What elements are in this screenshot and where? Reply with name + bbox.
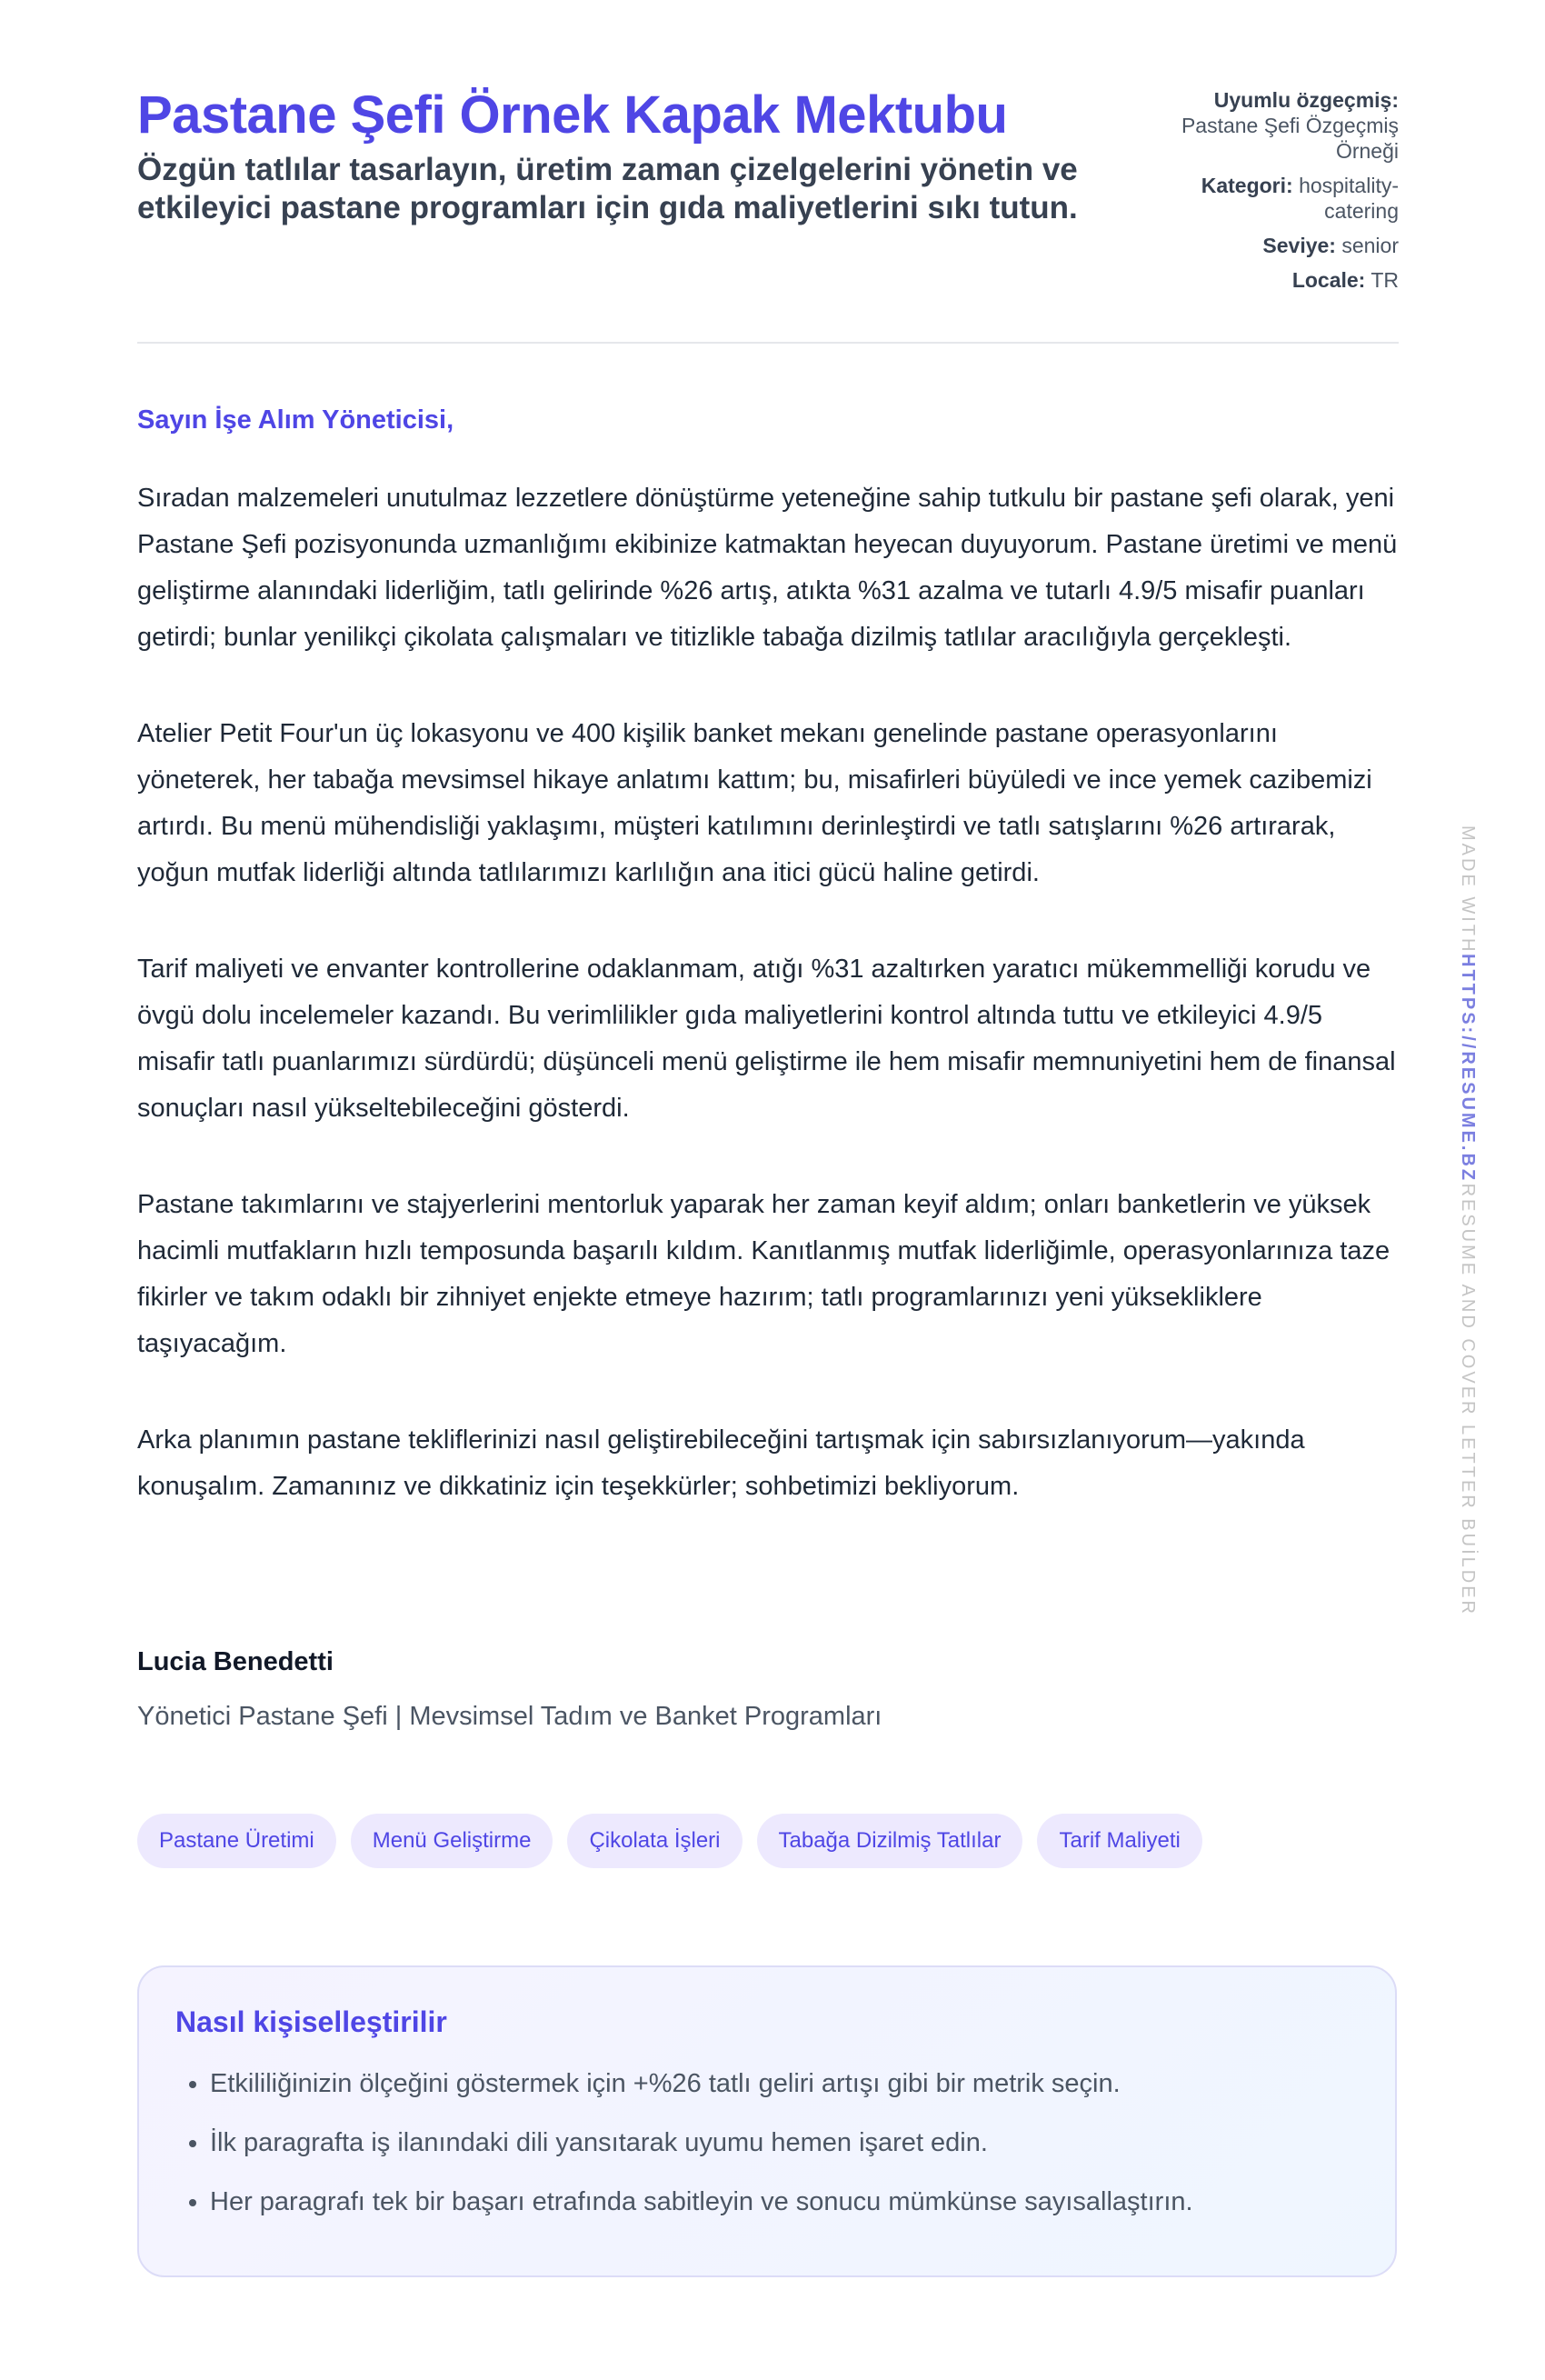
- paragraph: Arka planımın pastane tekliflerinizi nasıl geliştirebileceğini tartışmak için sabırsızlanıyorum—yakında konuşalım. Zamanınız ve dikkatiniz için teşekkürler; sohbetimizi bekliyorum.: [137, 1425, 1305, 1501]
- tag-chip: Çikolata İşleri: [567, 1814, 742, 1868]
- paragraph: Atelier Petit Four'un üç lokasyonu ve 400 kişilik banket mekanı genelinde pastane operasyonlarını yöneterek, her tabağa mevsimsel hikaye anlatımı kattım; bu, misafirleri büyüledi ve ince yemek cazibemizi artırdı. Bu menü mühendisliği yaklaşımı, müşteri katılımını derinleştirdi ve tatlı satışlarını %26 artırarak, yoğun mutfak liderliği altında tatlılarımızı karlılığın ana itici gücü haline getirdi.: [137, 719, 1372, 887]
- personalize-tips-box: [137, 1965, 1397, 2277]
- paragraph: Sıradan malzemeleri unutulmaz lezzetlere dönüştürme yeteneğine sahip tutkulu bir pastane şefi olarak, yeni Pastane Şefi pozisyonunda uzmanlığımı ekibinize katmaktan heyecan duyuyorum. Pastane üretimi ve menü geliştirme alanındaki liderliğim, tatlı gelirinde %26 artış, atıkta %31 azalma ve tutarlı 4.9/5 misafir puanları getirdi; bunlar yenilikçi çikolata çalışmaları ve titizlikle tabağa dizilmiş tatlılar aracılığıyla gerçekleşti.: [137, 484, 1398, 652]
- watermark-link[interactable]: HTTPS://RESUME.BZ: [1458, 954, 1478, 1184]
- tag-chip: Pastane Üretimi: [137, 1814, 336, 1868]
- tag-chip: Tabağa Dizilmiş Tatlılar: [757, 1814, 1023, 1868]
- tip-item: • Etkililiğinizin ölçeğini göstermek için +%26 tatlı geliri artışı gibi bir metrik seçin.: [210, 2066, 1359, 2101]
- tip-item: • Her paragrafı tek bir başarı etrafında sabitleyin ve sonucu mümkünse sayısallaştırın.: [210, 2185, 1359, 2219]
- meta-locale: Locale: TR: [1291, 268, 1399, 292]
- meta-level: Seviye: senior: [1262, 234, 1399, 257]
- tag-chip: Tarif Maliyeti: [1037, 1814, 1201, 1868]
- divider: [137, 342, 1399, 344]
- paragraph: Tarif maliyeti ve envanter kontrollerine odaklanmam, atığı %31 azaltırken yaratıcı mükemmelliği korudu ve övgü dolu incelemeler kazandı. Bu verimlilikler gıda maliyetlerini kontrol altında tuttu ve etkileyici 4.9/5 misafir tatlı puanlarımızı sürdürdü; düşünceli menü geliştirme ile hem misafir memnuniyetini hem de finansal sonuçları nasıl yükseltebileceğini gösterdi.: [137, 955, 1396, 1123]
- page-header: [137, 84, 1399, 302]
- salutation: Sayın İşe Alım Yöneticisi,: [137, 405, 454, 435]
- tips-title: Nasıl kişiselleştirilir: [175, 2005, 447, 2038]
- tag-chip: Menü Geliştirme: [351, 1814, 553, 1868]
- meta-category: Kategori: hospitality-catering: [1201, 174, 1399, 223]
- tips-list: [175, 2066, 1359, 2219]
- title-block: [137, 84, 1082, 302]
- skill-tags: [137, 1814, 1202, 1868]
- page-title: Pastane Şefi Örnek Kapak Mektubu: [137, 85, 1008, 145]
- signature-title: Yönetici Pastane Şefi | Mevsimsel Tadım ve Banket Programları: [137, 1702, 882, 1731]
- letter-body: [137, 475, 1405, 1560]
- watermark: MADE WITHHTTPS://RESUME.BZRESUME AND COVER LETTER BUİLDER: [1458, 825, 1478, 1616]
- tip-item: • İlk paragrafta iş ilanındaki dili yansıtarak uyumu hemen işaret edin.: [210, 2125, 1359, 2160]
- signature-name: Lucia Benedetti: [137, 1647, 334, 1676]
- meta-info: [1135, 87, 1399, 302]
- meta-resume: Uyumlu özgeçmiş: Pastane Şefi Özgeçmiş Örneği: [1181, 88, 1399, 163]
- page-subtitle: Özgün tatlılar tasarlayın, üretim zaman çizelgelerini yönetin ve etkileyici pastane programları için gıda maliyetlerini sıkı tutun.: [137, 152, 1078, 225]
- paragraph: Pastane takımlarını ve stajyerlerini mentorluk yaparak her zaman keyif aldım; onları banketlerin ve yüksek hacimli mutfakların hızlı temposunda başarılı kıldım. Kanıtlanmış mutfak liderliğimle, operasyonlarınıza taze fikirler ve takım odaklı bir zihniyet enjekte etmeye hazırım; tatlı programlarınızı yeni yüksekliklere taşıyacağım.: [137, 1190, 1390, 1358]
